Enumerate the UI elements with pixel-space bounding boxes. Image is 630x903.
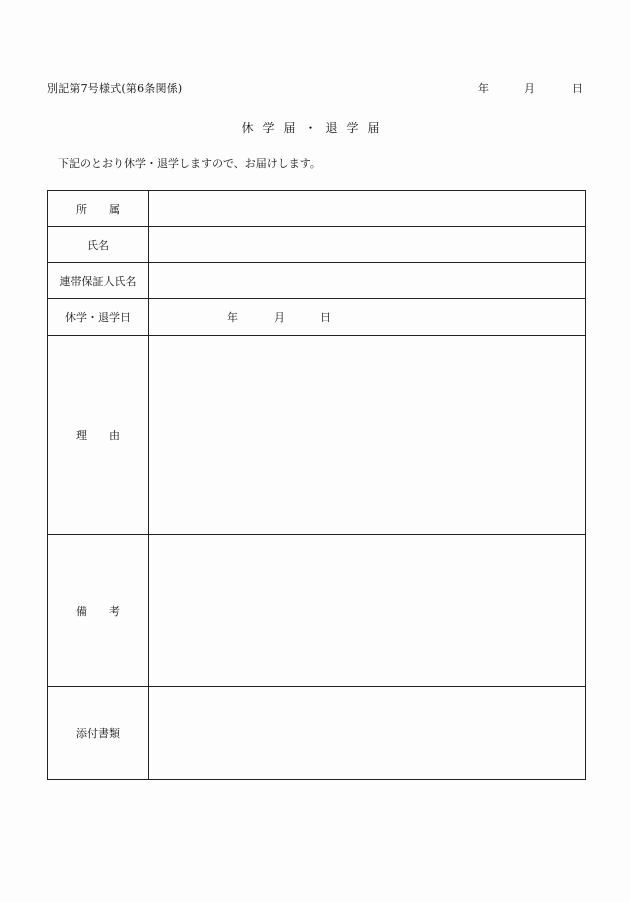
table-row [48,687,586,780]
leave-date-field[interactable] [149,299,586,336]
affiliation-label: 所 属 [48,191,149,227]
guarantor-name-field[interactable] [149,263,586,299]
table-row [48,535,586,687]
name-label: 氏名 [48,227,149,263]
table-row [48,263,586,299]
header-date-year: 年 [478,82,489,95]
reason-field[interactable] [149,336,586,535]
header-date-month: 月 [524,82,535,95]
table-row [48,191,586,227]
name-field[interactable] [149,227,586,263]
leave-date-month: 月 [274,311,285,324]
leave-date-year: 年 [227,311,238,324]
document-title: 休学届・退学届 [241,121,389,135]
remarks-field[interactable] [149,535,586,687]
table-row [48,299,586,336]
header-date-day: 日 [572,82,583,95]
attachments-field[interactable] [149,687,586,780]
reason-label: 理 由 [48,336,149,535]
table-row [48,227,586,263]
intro-text: 下記のとおり休学・退学しますので、お届けします。 [58,157,321,170]
form-table [47,190,586,780]
leave-date-day: 日 [320,311,331,324]
attachments-label: 添付書類 [48,687,149,780]
affiliation-field[interactable] [149,191,586,227]
leave-date-label: 休学・退学日 [48,299,149,336]
form-number-label: 別記第7号様式(第6条関係) [47,82,183,95]
remarks-label: 備 考 [48,535,149,687]
table-row [48,336,586,535]
leave-date-cell [149,299,585,335]
guarantor-name-label: 連帯保証人氏名 [48,263,149,299]
